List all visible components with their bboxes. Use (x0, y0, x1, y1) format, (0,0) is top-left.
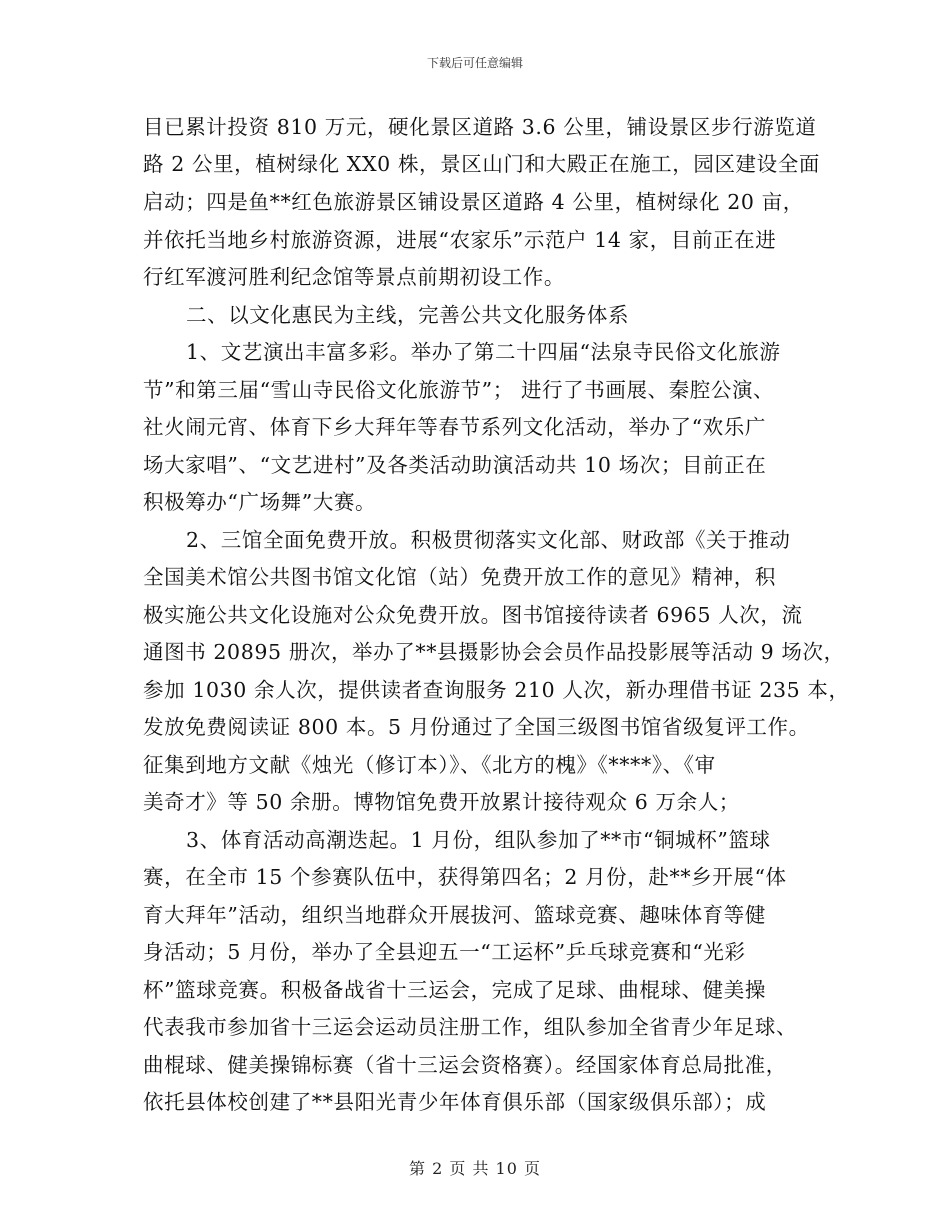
section-heading: 二、以文化惠民为主线，完善公共文化服务体系 (186, 303, 630, 327)
text-line: 杯”篮球竞赛。积极备战省十三运会，完成了足球、曲棍球、健美操 (143, 978, 766, 1002)
text-line: 场大家唱”、“文艺进村”及各类活动助演活动共 10 场次；目前正在 (143, 453, 767, 477)
text-line: 节”和第三届“雪山寺民俗文化旅游节”； 进行了书画展、秦腔公演、 (143, 378, 775, 402)
text-line: 征集到地方文献《烛光（修订本）》、《北方的槐》《****》、《审 (143, 753, 716, 777)
text-line: 育大拜年”活动，组织当地群众开展拔河、篮球竞赛、趣味体育等健 (143, 903, 766, 927)
text-line: 发放免费阅读证 800 本。5 月份通过了全国三级图书馆省级复评工作。 (143, 715, 810, 739)
text-line: 行红军渡河胜利纪念馆等景点前期初设工作。 (143, 265, 565, 289)
text-line: 身活动；5 月份，举办了全县迎五一“工运杯”乒乓球竞赛和“光彩 (143, 940, 746, 964)
text-line: 1、文艺演出丰富多彩。举办了第二十四届“法泉寺民俗文化旅游 (186, 340, 781, 364)
text-line: 目已累计投资 810 万元，硬化景区道路 3.6 公里，铺设景区步行游览道 (143, 115, 817, 139)
text-line: 2、三馆全面免费开放。积极贯彻落实文化部、财政部《关于推动 (186, 528, 791, 552)
text-line: 积极筹办“广场舞”大赛。 (143, 490, 377, 514)
text-line: 曲棍球、健美操锦标赛（省十三运会资格赛）。经国家体育总局批准， (143, 1053, 787, 1077)
text-line: 并依托当地乡村旅游资源，进展“农家乐”示范户 14 家，目前正在进 (143, 228, 777, 252)
page-number-footer: 第 2 页 共 10 页 (409, 1159, 541, 1178)
text-line: 路 2 公里，植树绿化 XX0 株，景区山门和大殿正在施工，园区建设全面 (143, 152, 820, 176)
text-line: 通图书 20895 册次，举办了**县摄影协会会员作品投影展等活动 9 场次， (143, 640, 845, 664)
text-line: 参加 1030 余人次，提供读者查询服务 210 人次，新办理借书证 235 本， (143, 678, 850, 702)
text-line: 代表我市参加省十三运会运动员注册工作，组队参加全省青少年足球、 (143, 1015, 798, 1039)
text-line: 美奇才》等 50 余册。博物馆免费开放累计接待观众 6 万余人； (143, 790, 740, 814)
text-line: 全国美术馆公共图书馆文化馆（站）免费开放工作的意见》精神，积 (143, 565, 776, 589)
page-header: 下载后可任意编辑 (426, 56, 523, 70)
text-line: 3、体育活动高潮迭起。1 月份，组队参加了**市“铜城杯”篮球 (186, 828, 771, 852)
text-line: 启动；四是鱼**红色旅游景区铺设景区道路 4 公里，植树绿化 20 亩， (143, 190, 804, 214)
text-line: 极实施公共文化设施对公众免费开放。图书馆接待读者 6965 人次，流 (143, 603, 803, 627)
text-line: 赛，在全市 15 个参赛队伍中，获得第四名；2 月份，赴**乡开展“体 (143, 865, 787, 889)
text-line: 社火闹元宵、体育下乡大拜年等春节系列文化活动，举办了“欢乐广 (143, 415, 766, 439)
text-line: 依托县体校创建了**县阳光青少年体育俱乐部（国家级俱乐部）；成 (143, 1090, 767, 1114)
